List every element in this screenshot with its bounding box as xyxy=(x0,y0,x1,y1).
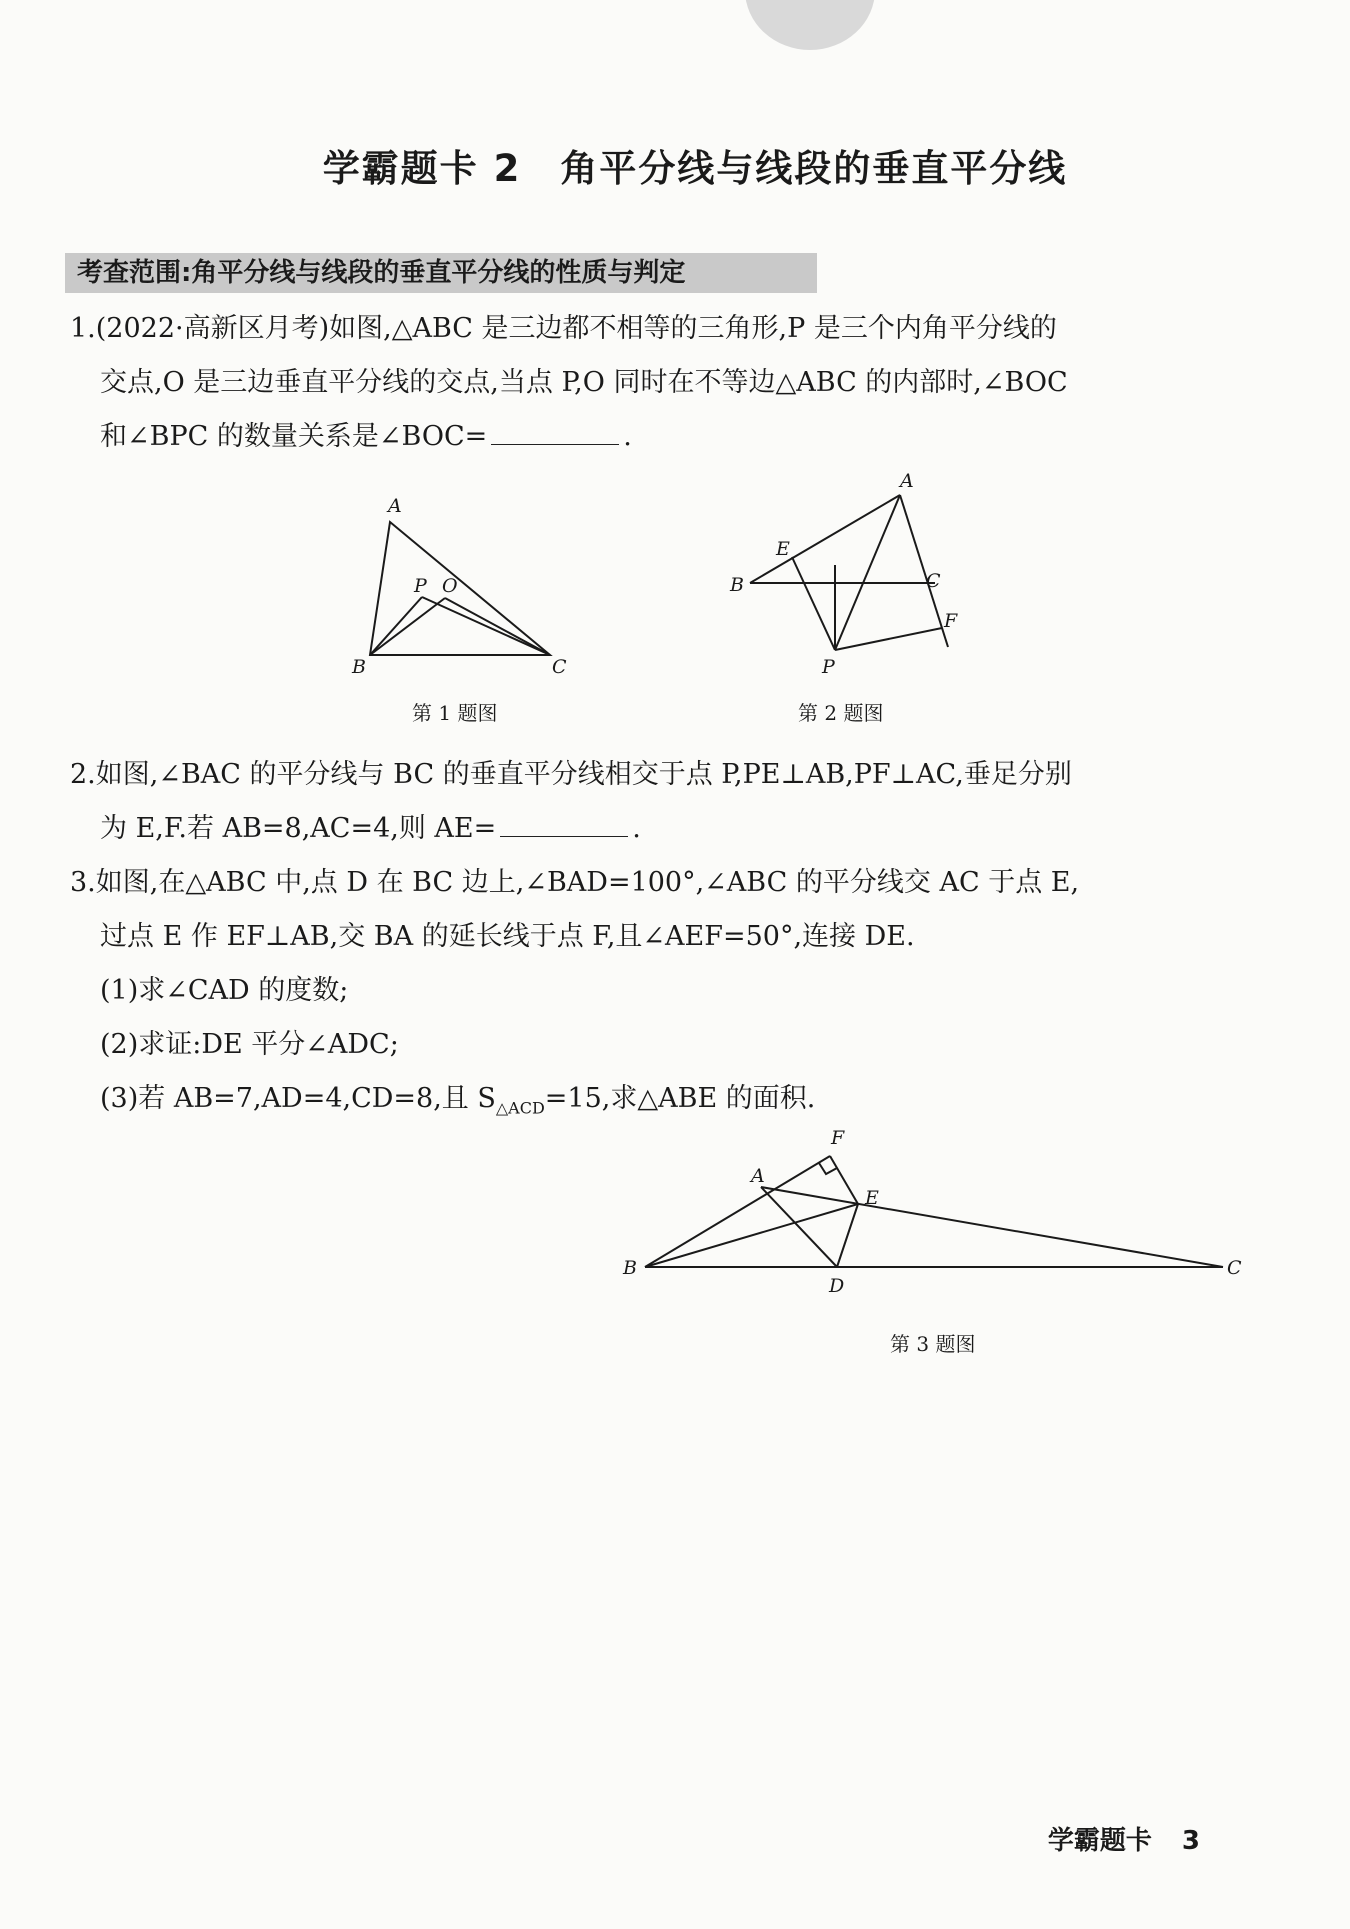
fig3-line-be xyxy=(645,1204,858,1267)
q3-line-2: 过点 E 作 EF⊥AB,交 BA 的延长线于点 F,且∠AEF=50°,连接 DE. xyxy=(100,921,915,952)
q3-part-3-text: (3)若 AB=7,AD=4,CD=8,且 S xyxy=(100,1083,496,1114)
q1-line-3-text: 和∠BPC 的数量关系是∠BOC= xyxy=(100,421,488,452)
scan-shadow xyxy=(745,0,875,50)
fig3-label-a: A xyxy=(751,1165,765,1187)
q3-part-2: (2)求证:DE 平分∠ADC; xyxy=(100,1029,399,1060)
q3-part-3-end: =15,求△ABE 的面积. xyxy=(544,1083,816,1114)
q2-answer-blank[interactable] xyxy=(500,812,628,837)
question-1 xyxy=(70,302,1270,464)
q3-line-1: 3.如图,在△ABC 中,点 D 在 BC 边上,∠BAD=100°,∠ABC 的平分线交 AC 于点 E, xyxy=(70,867,1080,898)
fig2-label-p: P xyxy=(822,656,835,678)
q3-part-1: (1)求∠CAD 的度数; xyxy=(100,975,349,1006)
fig2-label-a: A xyxy=(900,470,914,492)
fig2-line-pf xyxy=(835,628,942,650)
q2-line-2 xyxy=(70,802,1270,856)
fig1-label-c: C xyxy=(552,656,567,678)
q2-line-2-text: 为 E,F.若 AB=8,AC=4,则 AE= xyxy=(100,813,497,844)
fig2-label-e: E xyxy=(776,538,790,560)
q1-line-3-end: . xyxy=(623,421,632,452)
fig1-label-o: O xyxy=(442,575,458,597)
q1-line-1: 1.(2022·高新区月考)如图,△ABC 是三边都不相等的三角形,P 是三个内角平分线的 xyxy=(70,313,1057,344)
q2-line-2-end: . xyxy=(632,813,641,844)
fig2-line-ep xyxy=(792,557,835,650)
fig3-label-c: C xyxy=(1227,1257,1242,1279)
fig1-label-p: P xyxy=(414,575,427,597)
q2-line-1: 2.如图,∠BAC 的平分线与 BC 的垂直平分线相交于点 P,PE⊥AB,PF⊥AC,垂足分别 xyxy=(70,759,1072,790)
fig2-line-ap xyxy=(835,495,900,650)
fig1-label-b: B xyxy=(352,656,366,678)
figure-2 xyxy=(720,465,980,695)
fig3-line-bf xyxy=(645,1156,830,1267)
fig3-label-f: F xyxy=(831,1127,845,1149)
fig1-line-oc xyxy=(445,598,550,655)
page-number: 3 xyxy=(1181,1826,1200,1856)
fig3-label-d: D xyxy=(829,1275,845,1297)
page-footer xyxy=(1048,1820,1200,1857)
q1-line-3 xyxy=(70,410,1270,464)
figure-1 xyxy=(340,490,580,680)
fig2-line-af xyxy=(900,495,948,647)
section-heading: 考查范围:角平分线与线段的垂直平分线的性质与判定 xyxy=(65,253,817,293)
footer-label: 学霸题卡 xyxy=(1047,1826,1152,1856)
question-2 xyxy=(70,748,1270,856)
fig2-label-b: B xyxy=(730,574,744,596)
fig3-line-ac xyxy=(761,1187,1223,1267)
fig3-line-fe xyxy=(830,1156,858,1204)
fig3-line-de xyxy=(837,1204,858,1267)
fig3-caption: 第 3 题图 xyxy=(890,1332,976,1356)
q1-answer-blank[interactable] xyxy=(491,420,619,445)
fig1-caption: 第 1 题图 xyxy=(412,701,498,725)
fig2-line-ba xyxy=(750,495,900,583)
figure-3 xyxy=(615,1120,1265,1300)
fig3-label-e: E xyxy=(865,1187,879,1209)
fig2-label-f: F xyxy=(944,610,958,632)
fig1-line-bo xyxy=(370,598,445,655)
question-3 xyxy=(70,856,1270,1135)
fig1-label-a: A xyxy=(388,495,402,517)
fig1-line-pc xyxy=(422,597,550,655)
q3-area-subscript: △ACD xyxy=(495,1098,545,1118)
fig2-caption: 第 2 题图 xyxy=(798,701,884,725)
q1-line-2: 交点,O 是三边垂直平分线的交点,当点 P,O 同时在不等边△ABC 的内部时,∠BOC xyxy=(100,367,1068,398)
fig3-label-b: B xyxy=(623,1257,637,1279)
fig2-label-c: C xyxy=(926,570,941,592)
page-title: 学霸题卡 2 角平分线与线段的垂直平分线 xyxy=(322,147,1068,190)
